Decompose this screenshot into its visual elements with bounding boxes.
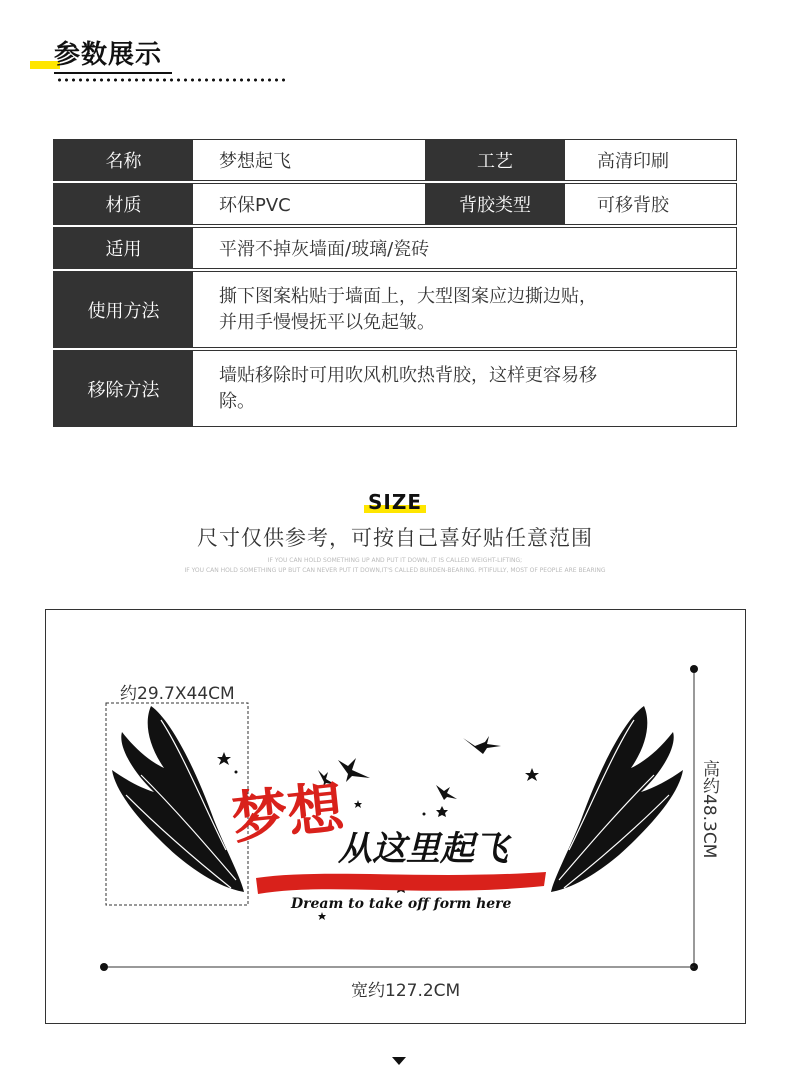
- bird-icon: [463, 736, 501, 754]
- left-wing-icon: [112, 706, 244, 892]
- section-header: [0, 0, 790, 100]
- dimension-dot: [100, 963, 108, 971]
- width-label: 宽约127.2CM: [351, 981, 461, 1001]
- size-diagram: [45, 609, 746, 1024]
- art-subtitle: 从这里起飞: [338, 829, 508, 869]
- bird-icon: [436, 785, 457, 800]
- art-title: 梦想: [228, 774, 347, 853]
- spec-label: 使用方法: [54, 272, 193, 347]
- dimension-dot: [690, 665, 698, 673]
- height-label: 高约48.3CM: [699, 760, 719, 859]
- spec-label: 适用: [54, 228, 193, 268]
- spec-row-suitable: [53, 227, 737, 269]
- wall-sticker-illustration: [46, 610, 745, 1023]
- bird-icon: [338, 758, 370, 782]
- spec-label: 工艺: [425, 140, 565, 180]
- spec-value: 环保PVC: [219, 195, 291, 216]
- right-wing-icon: [551, 706, 683, 892]
- size-fine-print-2: IF YOU CAN HOLD SOMETHING UP BUT CAN NEVER PUT IT DOWN,IT'S CALLED BURDEN-BEARING. PITIFULLY, MOST OF PEOPLE ARE BEARING: [184, 567, 606, 574]
- section-title: 参数展示: [54, 40, 163, 70]
- spec-value: 撕下图案粘贴于墙面上，大型图案应边撕边贴，并用手慢慢抚平以免起皱。: [219, 285, 597, 333]
- spec-value: 墙贴移除时可用吹风机吹热背胶，这样更容易移除。: [219, 364, 597, 412]
- spec-value: 梦想起飞: [219, 151, 291, 172]
- section-underline: [54, 72, 172, 74]
- size-heading: [0, 490, 790, 576]
- spec-label: 背胶类型: [425, 184, 565, 224]
- size-fine-print-1: IF YOU CAN HOLD SOMETHING UP AND PUT IT DOWN, IT IS CALLED WEIGHT-LIFTING;: [267, 557, 523, 564]
- art-slogan: Dream to take off form here: [291, 896, 512, 912]
- spec-label: 移除方法: [54, 351, 193, 426]
- sample-size-label: 约29.7X44CM: [120, 684, 235, 704]
- size-subtitle: 尺寸仅供参考，可按自己喜好贴任意范围: [197, 526, 593, 550]
- spec-label: 材质: [54, 184, 193, 224]
- spec-value: 可移背胶: [597, 195, 669, 216]
- spec-row-name: [53, 139, 737, 181]
- size-tag: [368, 490, 422, 514]
- spec-row-material: [53, 183, 737, 225]
- section-dotted-divider: [56, 78, 288, 82]
- spec-value: 高清印刷: [597, 151, 669, 172]
- spec-label: 名称: [54, 140, 193, 180]
- scroll-down-arrow-icon: [392, 1057, 406, 1065]
- spec-value: 平滑不掉灰墙面/玻璃/瓷砖: [219, 239, 430, 260]
- spec-row-removal: [53, 350, 737, 427]
- size-tag-text: SIZE: [367, 490, 422, 514]
- spec-row-usage: [53, 271, 737, 348]
